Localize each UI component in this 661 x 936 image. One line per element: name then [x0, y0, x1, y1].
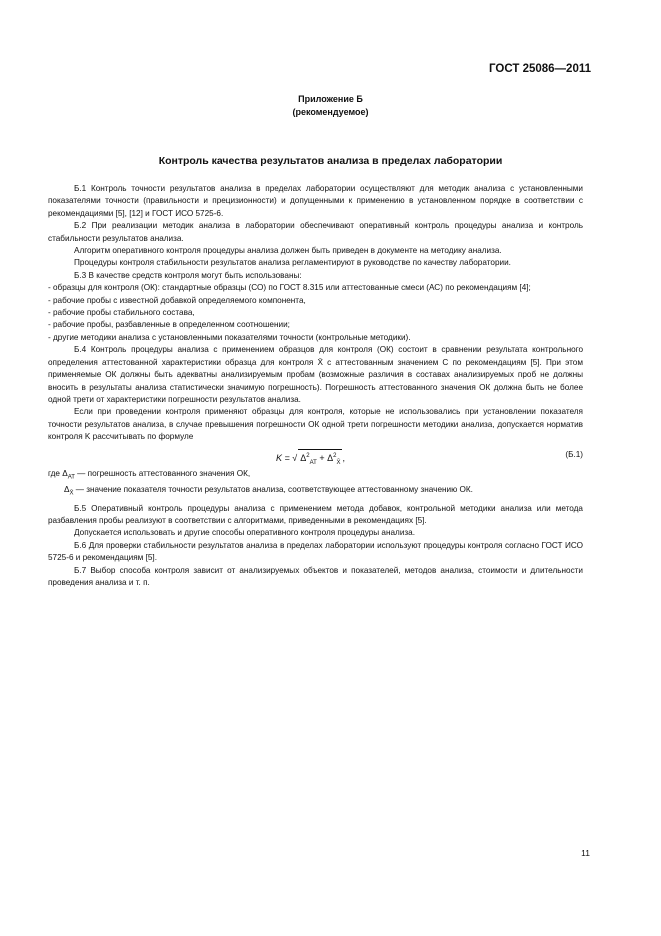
- paragraph: Б.1 Контроль точности результатов анализа в пределах лаборатории осуществляют для методик анализа с установленными показателями точности (правильности и прецизионности) и допущенными к применению в установленном порядке в соответствии с рекомендациями [5], [12] и ГОСТ ИСО 5725-6.: [48, 184, 583, 218]
- formula-radicand: $\Delta^2_{АТ} + \Delta^2_{X̄}$: [298, 449, 342, 469]
- paragraph: Б.3 В качестве средств контроля могут быть использованы:: [74, 270, 302, 280]
- paragraph: Б.2 При реализации методик анализа в лаборатории обеспечивают оперативный контроль процедуры анализа и контроль стабильности результатов анализа.: [48, 221, 583, 243]
- formula-lhs: K =: [276, 452, 290, 463]
- paragraph: Б.5 Оперативный контроль процедуры анализа с применением метода добавок, контрольной методики анализа или метода разбавления пробы реализуют в соответствии с алгоритмами, приведенными в рекомендациях [5].: [48, 503, 583, 526]
- appendix-status: (рекомендуемое): [292, 107, 369, 117]
- paragraph: Процедуры контроля стабильности результатов анализа регламентируют в руководстве по качеству лаборатории.: [74, 258, 511, 268]
- list-item: - другие методики анализа с установленными показателями точности (контрольные методики).: [48, 332, 411, 342]
- paragraph: Алгоритм оперативного контроля процедуры анализа должен быть приведен в документе на методику анализа.: [74, 246, 502, 256]
- paragraph: Б.6 Для проверки стабильности результатов анализа в пределах лаборатории используют процедуры контроля согласно ГОСТ ИСО 5725-6 и рекомендациям [5].: [48, 540, 583, 563]
- formula-number: (Б.1): [565, 449, 583, 459]
- definition: где $\Delta_{АТ}$ — погрешность аттестованного значения ОК,: [48, 468, 251, 481]
- paragraph: Б.7 Выбор способа контроля зависит от анализируемых объектов и показателей, методов анализа, стоимости и длительности проведения анализа и т. п.: [48, 565, 583, 588]
- appendix-title: Приложение Б: [298, 94, 363, 104]
- paragraph: Б.4 Контроль процедуры анализа с применением образцов для контроля (ОК) состоит в сравнении результата контрольного определения аттестованной характеристики образца для контроля X̄ с аттестованным значением С по рекомендациям [5]. При этом применяемые ОК должны быть адекватны анализируемым пробам (возможные различия в составах анализируемых проб не должны вносить в результаты анализа статистически значимую погрешность). Погрешность аттестованного значения ОК должна быть не более одной трети от характеристики погрешности результатов анализа.: [48, 345, 583, 404]
- paragraph: Если при проведении контроля применяют образцы для контроля, которые не использовались при установлении показателя точности результатов анализа, в случае превышения погрешности ОК одной трети погрешности методики анализа, допускается норматив контроля K рассчитывать по формуле: [48, 407, 583, 442]
- list-item: - рабочие пробы стабильного состава,: [48, 308, 195, 318]
- page-number: 11: [581, 848, 590, 858]
- list-item: - образцы для контроля (ОК): стандартные образцы (СО) по ГОСТ 8.315 или аттестованные смеси (АС) по рекомендациям [4];: [48, 283, 531, 293]
- list-item: - рабочие пробы, разбавленные в определенном соотношении;: [48, 320, 290, 330]
- list-item: - рабочие пробы с известной добавкой определяемого компонента,: [48, 295, 306, 305]
- sqrt-icon: √: [292, 452, 298, 463]
- definition: $\Delta_{X̄}$ — значение показателя точности результатов анализа, соответствующее аттестованному значению ОК.: [64, 484, 473, 497]
- formula-row: [48, 446, 583, 468]
- document-code: ГОСТ 25086—2011: [489, 63, 591, 75]
- body-text: [48, 183, 583, 589]
- formula: K = √ $\Delta^2_{АТ} + \Delta^2_{X̄}$ ,: [276, 449, 345, 469]
- paragraph: Допускается использовать и другие способы оперативного контроля процедуры анализа.: [74, 528, 415, 538]
- section-title: Контроль качества результатов анализа в пределах лаборатории: [158, 155, 503, 167]
